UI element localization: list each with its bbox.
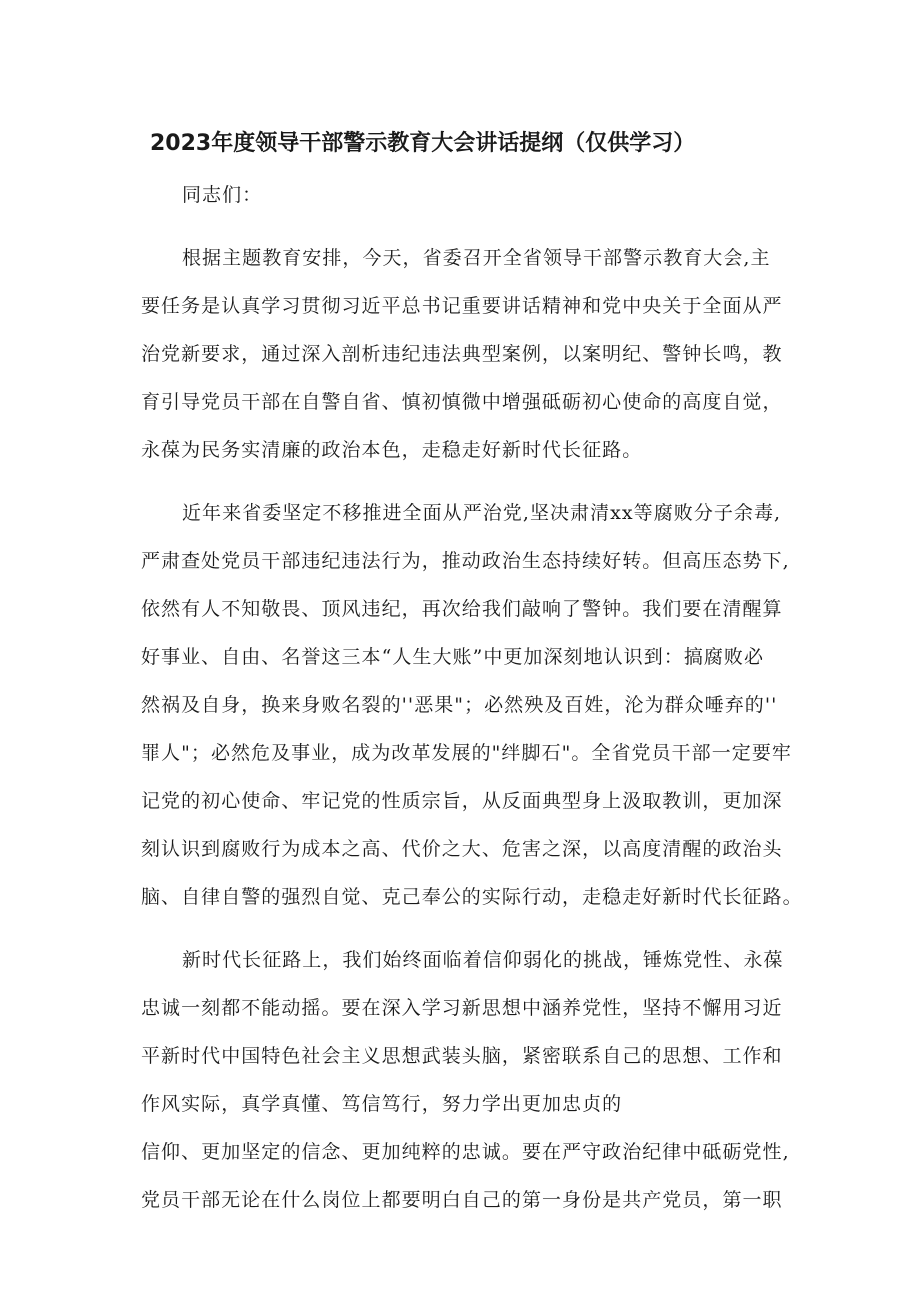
text-line: 治党新要求，通过深入剖析违纪违法典型案例，以案明纪、警钟长鸣，教 — [141, 343, 783, 365]
text-line: 脑、自律自警的强烈自觉、克己奉公的实际行动，走稳走好新时代长征路。 — [141, 886, 803, 908]
text-line: 要任务是认真学习贯彻习近平总书记重要讲话精神和党中央关于全面从严 — [141, 295, 783, 317]
text-line: 新时代长征路上，我们始终面临着信仰弱化的挑战，锤炼党性、永葆 — [182, 949, 784, 971]
text-line: 信仰、更加坚定的信念、更加纯粹的忠诚。要在严守政治纪律中砥砺党性, — [141, 1141, 790, 1163]
text-line: 近年来省委坚定不移推进全面从严治党,坚决肃清xx等腐败分子余毒, — [182, 502, 782, 524]
paragraph-new-era — [141, 936, 801, 1224]
text-line: 永葆为民务实清廉的政治本色，走稳走好新时代长征路。 — [141, 439, 643, 461]
text-line: 平新时代中国特色社会主义思想武装头脑，紧密联系自己的思想、工作和 — [141, 1045, 783, 1067]
text-line: 根据主题教育安排，今天，省委召开全省领导干部警示教育大会,主 — [182, 247, 771, 269]
text-line: 育引导党员干部在自警自省、慎初慎微中增强砥砺初心使命的高度自觉， — [141, 391, 783, 413]
text-line: 忠诚一刻都不能动摇。要在深入学习新思想中涵养党性，坚持不懈用习近 — [141, 997, 783, 1019]
text-line: 刻认识到腐败行为成本之高、代价之大、危害之深，以高度清醒的政治头 — [141, 838, 783, 860]
text-line: 党员干部无论在什么岗位上都要明白自己的第一身份是共产党员，第一职 — [141, 1189, 783, 1211]
text-line: 依然有人不知敬畏、顶风违纪，再次给我们敲响了警钟。我们要在清醒算 — [141, 598, 783, 620]
document-title: 2023年度领导干部警示教育大会讲话提纲（仅供学习） — [150, 131, 696, 156]
paragraph-intro — [141, 234, 801, 474]
text-line: 严肃查处党员干部违纪违法行为，推动政治生态持续好转。但高压态势下, — [141, 550, 790, 572]
text-line: 然祸及自身，换来身败名裂的''恶果"；必然殃及百姓，沦为群众唾弃的'' — [141, 694, 778, 716]
text-line: 好事业、自由、名誉这三本“人生大账”中更加深刻地认识到：搞腐败必 — [141, 646, 765, 668]
text-line: 记党的初心使命、牢记党的性质宗旨，从反面典型身上汲取教训，更加深 — [141, 790, 783, 812]
paragraph-recent-years — [141, 489, 801, 921]
text-line: 同志们： — [182, 184, 263, 206]
document-body — [141, 171, 801, 1239]
text-line: 罪人"；必然危及事业，成为改革发展的"绊脚石"。全省党员干部一定要牢 — [141, 742, 792, 764]
text-line: 作风实际，真学真懂、笃信笃行，努力学出更加忠贞的 — [141, 1093, 623, 1115]
paragraph-greeting — [141, 171, 801, 219]
